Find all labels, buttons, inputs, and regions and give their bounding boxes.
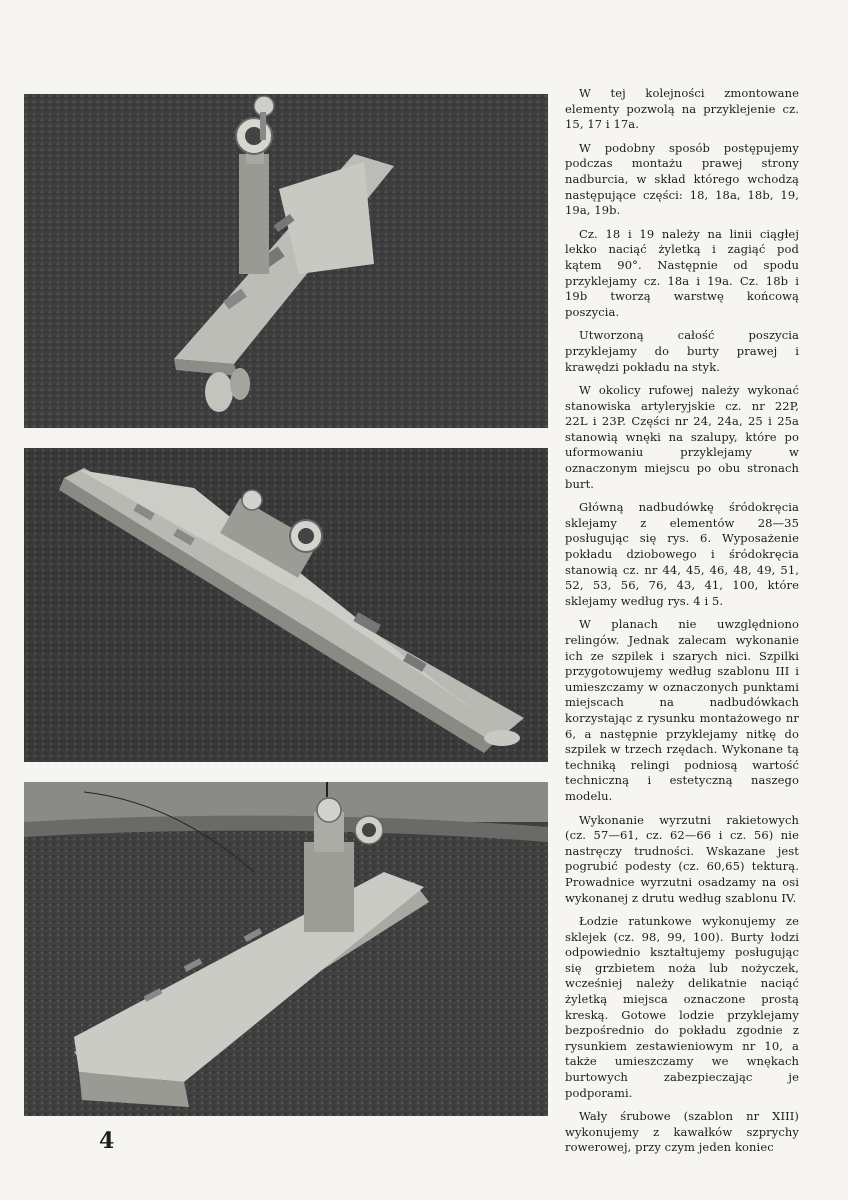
page-number: 4	[99, 1128, 115, 1154]
photo-1-image	[24, 94, 548, 428]
photo-3-image	[24, 782, 548, 1116]
article-paragraph-1: W tej kolejności zmontowane elementy pozwolą na przyklejenie cz. 15, 17 i 17a.	[565, 86, 799, 132]
article-paragraph-4: Utworzoną całość poszycia przyklejamy do burty prawej i krawędzi pokładu na styk.	[565, 328, 799, 374]
article-paragraph-3: Cz. 18 i 19 należy na linii ciągłej lekko naciąć żyletką i zagiąć pod kątem 90°. Następnie od spodu przyklejamy cz. 18a i 19a. Cz. 18b i 19b tworzą warstwę końcową poszycia.	[565, 226, 799, 319]
article-paragraph-7: W planach nie uwzględniono relingów. Jednak zalecam wykonanie ich ze szpilek i szarych nici. Szpilki przygotowujemy według szablonu III i umieszczamy w oznaczonych punktami miejscach na nadbudówkach korzystając z rysunku montażowego nr 6, a następnie przyklejamy nitkę do szpilek w trzech rzędach. Wykonane tą techniką relingi podniosą wartość techniczną i estetyczną naszego modelu.	[565, 617, 799, 803]
article-paragraph-9: Łodzie ratunkowe wykonujemy ze sklejek (cz. 98, 99, 100). Burty łodzi odpowiednio kształtujemy posługując się grzbietem noża lub nożyczek, wcześniej należy delikatnie naciąć żyletką miejsca oznaczone prostą kreską. Gotowe lodzie przyklejamy bezpośrednio do pokładu zgodnie z rysunkiem zestawieniowym nr 10, a także umieszczamy we wnękach burtowych zabezpieczając je podporami.	[565, 914, 799, 1100]
article-paragraph-8: Wykonanie wyrzutni rakietowych (cz. 57—61, cz. 62—66 i cz. 56) nie nastręczy trudności. Wskazane jest pogrubić podesty (cz. 60,65) tekturą. Prowadnice wyrzutni osadzamy na osi wykonanej z drutu według szablonu IV.	[565, 812, 799, 905]
article-paragraph-10: Wały śrubowe (szablon nr XIII) wykonujemy z kawałków szprychy rowerowej, przy czym jeden koniec	[565, 1109, 799, 1155]
article-paragraph-5: W okolicy rufowej należy wykonać stanowiska artyleryjskie cz. nr 22P, 22L i 23P. Części nr 24, 24a, 25 i 25a stanowią wnęki na szalupy, które po uformowaniu przyklejamy w oznaczonym miejscu po obu stronach burt.	[565, 383, 799, 491]
photo-aircraft-carrier-stern-view	[24, 94, 548, 428]
article-text-column	[565, 86, 799, 1164]
photo-2-image	[24, 448, 548, 762]
photo-aircraft-carrier-rear-view	[24, 782, 548, 1116]
article-paragraph-2: W podobny sposób postępujemy podczas montażu prawej strony nadburcia, w skład którego wchodzą następujące części: 18, 18a, 18b, 19, 19a, 19b.	[565, 140, 799, 218]
photo-aircraft-carrier-side-view	[24, 448, 548, 762]
article-paragraph-6: Główną nadbudówkę śródokręcia sklejamy z elementów 28—35 posługując się rys. 6. Wyposażenie pokładu dziobowego i śródokręcia stanowią cz. nr 44, 45, 46, 48, 49, 51, 52, 53, 56, 76, 43, 41, 100, które sklejamy według rys. 4 i 5.	[565, 500, 799, 608]
